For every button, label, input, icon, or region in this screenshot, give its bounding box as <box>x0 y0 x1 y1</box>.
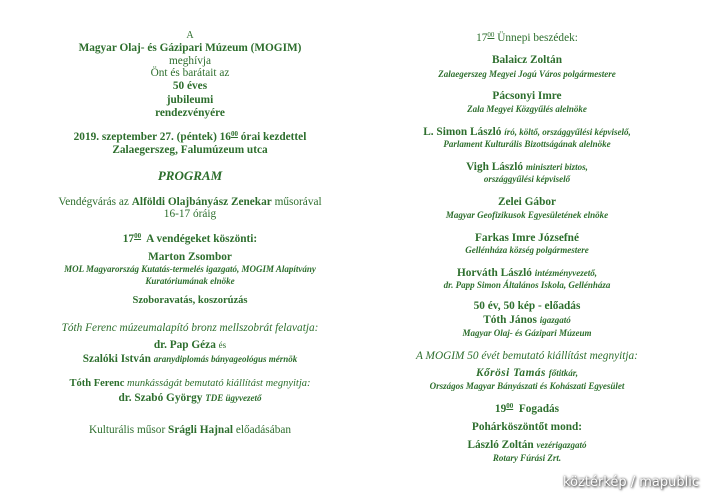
exhibition-intro: munkásságát bemutató kiállítást megnyitja: <box>127 378 311 389</box>
statue-and: és <box>218 340 227 350</box>
program-heading: PROGRAM <box>157 168 223 183</box>
left-column <box>20 0 360 500</box>
speaker-name: Farkas Imre Józsefné <box>475 232 579 244</box>
guests-text: Önt és barátait az <box>150 67 230 79</box>
lecture-speaker-line <box>358 313 696 327</box>
date-suffix: órai kezdettel <box>240 131 307 143</box>
mogim-exhibition-intro: A MOGIM 50 évét bemutató kiállítást megnyitja: <box>416 350 638 362</box>
greeting-speaker-title-1: MOL Magyarország Kutatás-termelés igazgató, MOGIM Alapítvány <box>64 264 316 274</box>
speaker-title: Zala Megyei Közgyűlés alelnöke <box>467 104 587 114</box>
speaker-title: dr. Papp Simon Általános Iskola, Gellénháza <box>443 280 611 290</box>
statue-speaker-1: dr. Pap Géza <box>153 339 216 351</box>
speaker-name: Balaicz Zoltán <box>492 54 562 66</box>
toast-speaker-org: Rotary Fúrási Zrt. <box>492 453 562 463</box>
reception-minutes: 00 <box>506 402 514 410</box>
date-minutes: 00 <box>230 130 238 138</box>
toast-speaker: László Zoltán <box>467 439 534 451</box>
culture-pre: Kulturális műsor <box>88 424 166 436</box>
welcome-music-post: műsorával <box>274 196 322 208</box>
band-name: Alföldi Olajbányász Zenekar <box>131 196 272 208</box>
lecture-title: 50 év, 50 kép - előadás <box>473 300 581 312</box>
source-watermark: köztérkép / mapublic <box>563 475 699 490</box>
speeches-minutes: 00 <box>487 31 495 39</box>
speaker-title: Magyar Geofizikusok Egyesületének elnöke <box>445 210 609 220</box>
date-text: 2019. szeptember 27. (péntek) 16 <box>73 131 231 143</box>
statue-speaker-1-line <box>20 338 360 352</box>
toast-speaker-line <box>358 438 696 452</box>
statue-speaker-2-line <box>20 352 360 366</box>
statue-heading: Szoboravatás, koszorúzás <box>132 295 248 306</box>
museum-name: Magyar Olaj- és Gázipari Múzeum (MOGIM) <box>78 42 302 54</box>
exhibition-subject: Tóth Ferenc <box>69 378 125 389</box>
speaker-name: Zelei Gábor <box>497 196 557 208</box>
article-text: A <box>186 30 194 41</box>
mogim-exhibition-opener: Kőrösi Tamás <box>475 367 546 379</box>
mogim-exhibition-opener-line <box>358 366 696 380</box>
greeting-line <box>20 232 360 246</box>
speeches-hour: 17 <box>476 32 488 44</box>
event-date <box>20 130 360 144</box>
greeting-hour: 17 <box>122 233 135 245</box>
exhibition-opener: dr. Szabó György <box>118 392 203 404</box>
statue-speaker-2-title: aranydiplomás bányageológus mérnök <box>153 354 298 364</box>
speaker-title: Zalaegerszeg Megyei Jogú Város polgármestere <box>438 69 616 79</box>
reception-line <box>358 402 696 416</box>
greeting-speaker-title-2: Kuratóriumának elnöke <box>145 276 235 286</box>
welcome-music-time: 16-17 óráig <box>163 208 217 220</box>
toast-intro: Pohárköszöntőt mond: <box>471 421 583 433</box>
speeches-heading-line <box>358 31 696 45</box>
greeting-text: A vendégeket köszönti: <box>146 233 258 245</box>
speaker-name: L. Simon László <box>423 126 502 138</box>
mogim-exhibition-opener-org: Országos Magyar Bányászati és Kohászati Egyesület <box>429 381 625 391</box>
speaker-role: miniszteri biztos, <box>525 162 588 172</box>
anniversary-text: 50 éves <box>172 80 208 92</box>
speaker-role: intézményvezető, <box>534 268 598 278</box>
toast-speaker-role: vezérigazgató <box>536 440 587 450</box>
speaker-title: Parlament Kulturális Bizottságának alelnöke <box>443 139 611 149</box>
welcome-music-pre: Vendégvárás az <box>58 196 129 208</box>
reception-text: Fogadás <box>518 403 560 415</box>
greeting-minutes: 00 <box>134 232 142 240</box>
culture-post: előadásában <box>235 424 292 436</box>
speeches-heading: Ünnepi beszédek: <box>497 32 578 44</box>
lecture-speaker-role: igazgató <box>539 315 571 325</box>
mogim-exhibition-opener-role: főtitkár, <box>548 368 579 378</box>
statue-intro: Tóth Ferenc múzeumalapító bronz mellszobrát felavatja: <box>61 322 319 334</box>
exhibition-opener-title: TDE ügyvezető <box>205 393 262 403</box>
speaker-name: Pácsonyi Imre <box>492 90 562 102</box>
event-location: Zalaegerszeg, Falumúzeum utca <box>112 144 268 156</box>
exhibition-opener-line <box>20 391 360 405</box>
right-column <box>358 0 696 500</box>
lecture-speaker: Tóth János <box>483 314 537 326</box>
speaker-name: Vigh László <box>466 161 524 173</box>
exhibition-intro-line <box>20 377 360 391</box>
speaker-title: országgyűlési képviselő <box>483 174 571 184</box>
speaker-role: író, költő, országgyűlési képviselő, <box>504 127 631 137</box>
invites-text: meghívja <box>168 55 212 67</box>
speaker-name: Horváth László <box>456 267 532 279</box>
speaker-title: Gellénháza község polgármestere <box>465 245 589 255</box>
greeting-speaker-name: Marton Zsombor <box>148 251 232 263</box>
culture-performer: Srágli Hajnal <box>168 424 233 436</box>
statue-speaker-2: Szalóki István <box>82 353 151 365</box>
reception-hour: 19 <box>494 403 507 415</box>
jubilee-text: jubileumi <box>166 94 214 106</box>
culture-line <box>20 423 360 437</box>
lecture-speaker-org: Magyar Olaj- és Gázipari Múzeum <box>462 328 592 338</box>
event-text: rendezvényére <box>155 107 225 119</box>
